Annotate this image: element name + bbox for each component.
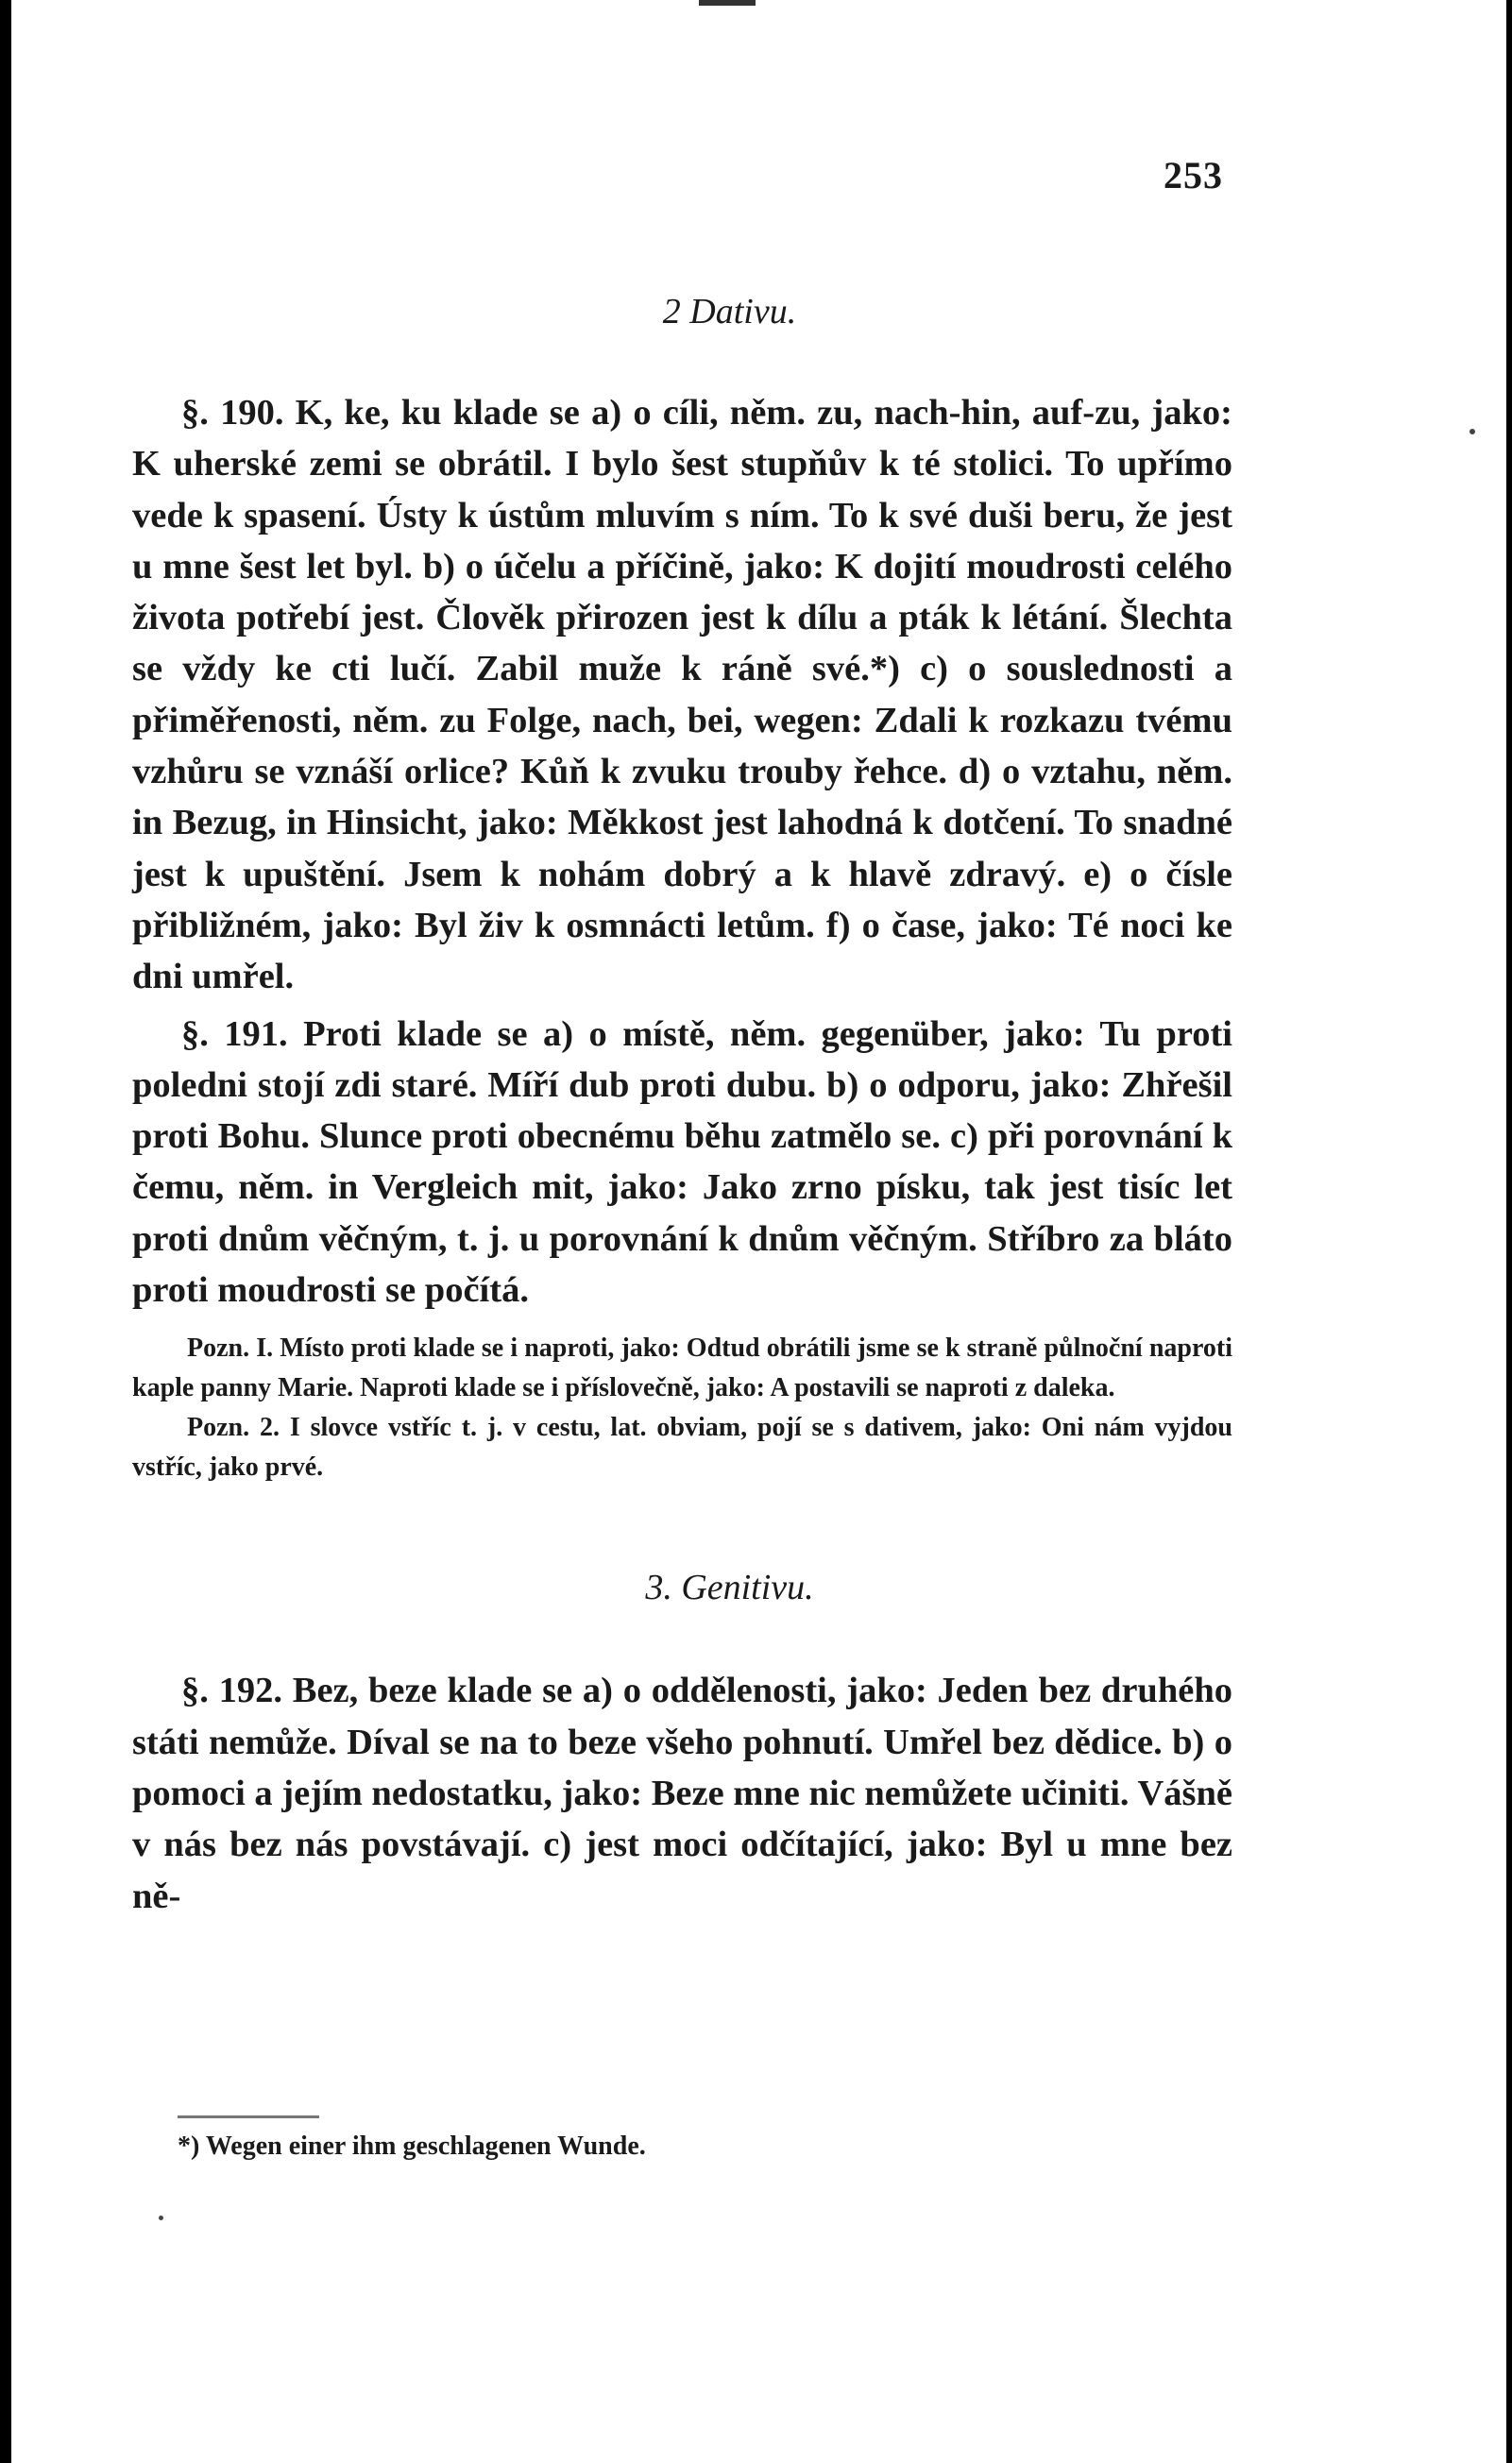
scan-mark-top <box>699 0 756 6</box>
section-heading-genitive: 3. Genitivu. <box>645 1568 814 1608</box>
page-number: 253 <box>1164 154 1223 196</box>
note-1: Pozn. I. Místo proti klade se i naproti, jako: Odtud obrátili jsme se k straně půlnoční naproti kaple panny Marie. Naproti klade se i příslovečně, jako: A postavili se naproti z daleka. <box>132 1333 1232 1403</box>
scan-speck <box>1470 429 1475 434</box>
scan-border-right <box>1506 0 1512 2463</box>
paragraph-190: §. 190. K, ke, ku klade se a) o cíli, něm. zu, nach-hin, auf-zu, jako: K uherské zemi se obrátil. I bylo šest stupňův k té stolici. To upřímo vede k spasení. Ústy k ústům mluvím s ním. To k své duši beru, že jest u mne šest let byl. b) o účelu a příčině, jako: K dojití moudrosti celého života potřebí jest. Člověk přirozen jest k dílu a pták k létání. Šlechta se vždy ke cti lučí. Zabil muže k ráně své.*) c) o souslednosti a přiměřenosti, něm. zu Folge, nach, bei, wegen: Zdali k rozkazu tvému vzhůru se vznáší orlice? Kůň k zvuku trouby řehce. d) o vztahu, něm. in Bezug, in Hinsicht, jako: Měkkost jest lahodná k dotčení. To snadné jest k upuštění. Jsem k nohám dobrý a k hlavě zdravý. e) o čísle přibližném, jako: Byl živ k osmnácti letům. f) o čase, jako: Té noci ke dni umřel. <box>132 393 1232 997</box>
footnote: *) Wegen einer ihm geschlagenen Wunde. <box>178 2132 646 2161</box>
note-2: Pozn. 2. I slovce vstříc t. j. v cestu, lat. obviam, pojí se s dativem, jako: Oni nám vyjdou vstříc, jako prvé. <box>132 1413 1232 1483</box>
scan-border-left <box>0 0 11 2463</box>
scan-speck <box>159 2216 163 2220</box>
text-column <box>132 291 1232 1922</box>
paragraph-192: §. 192. Bez, beze klade se a) o oddělenosti, jako: Jeden bez druhého státi nemůže. Díval se na to beze všeho pohnutí. Umřel bez dědice. b) o pomoci a jejím nedostatku, jako: Beze mne nic nemůžete učiniti. Vášně v nás bez nás povstávají. c) jest moci odčítající, jako: Byl u mne bez ně- <box>132 1671 1232 1916</box>
notes-block <box>132 1329 1232 1487</box>
footnote-rule <box>178 2115 319 2118</box>
paragraph-191: §. 191. Proti klade se a) o místě, něm. gegenüber, jako: Tu proti poledni stojí zdi staré. Míří dub proti dubu. b) o odporu, jako: Zhřešil proti Bohu. Slunce proti obecnému běhu zatmělo se. c) při porovnání k čemu, něm. in Vergleich mit, jako: Jako zrno písku, tak jest tisíc let proti dnům věčným, t. j. u porovnání k dnům věčným. Stříbro za bláto proti moudrosti se počítá. <box>132 1013 1232 1311</box>
section-heading-dative: 2 Dativu. <box>662 292 797 331</box>
